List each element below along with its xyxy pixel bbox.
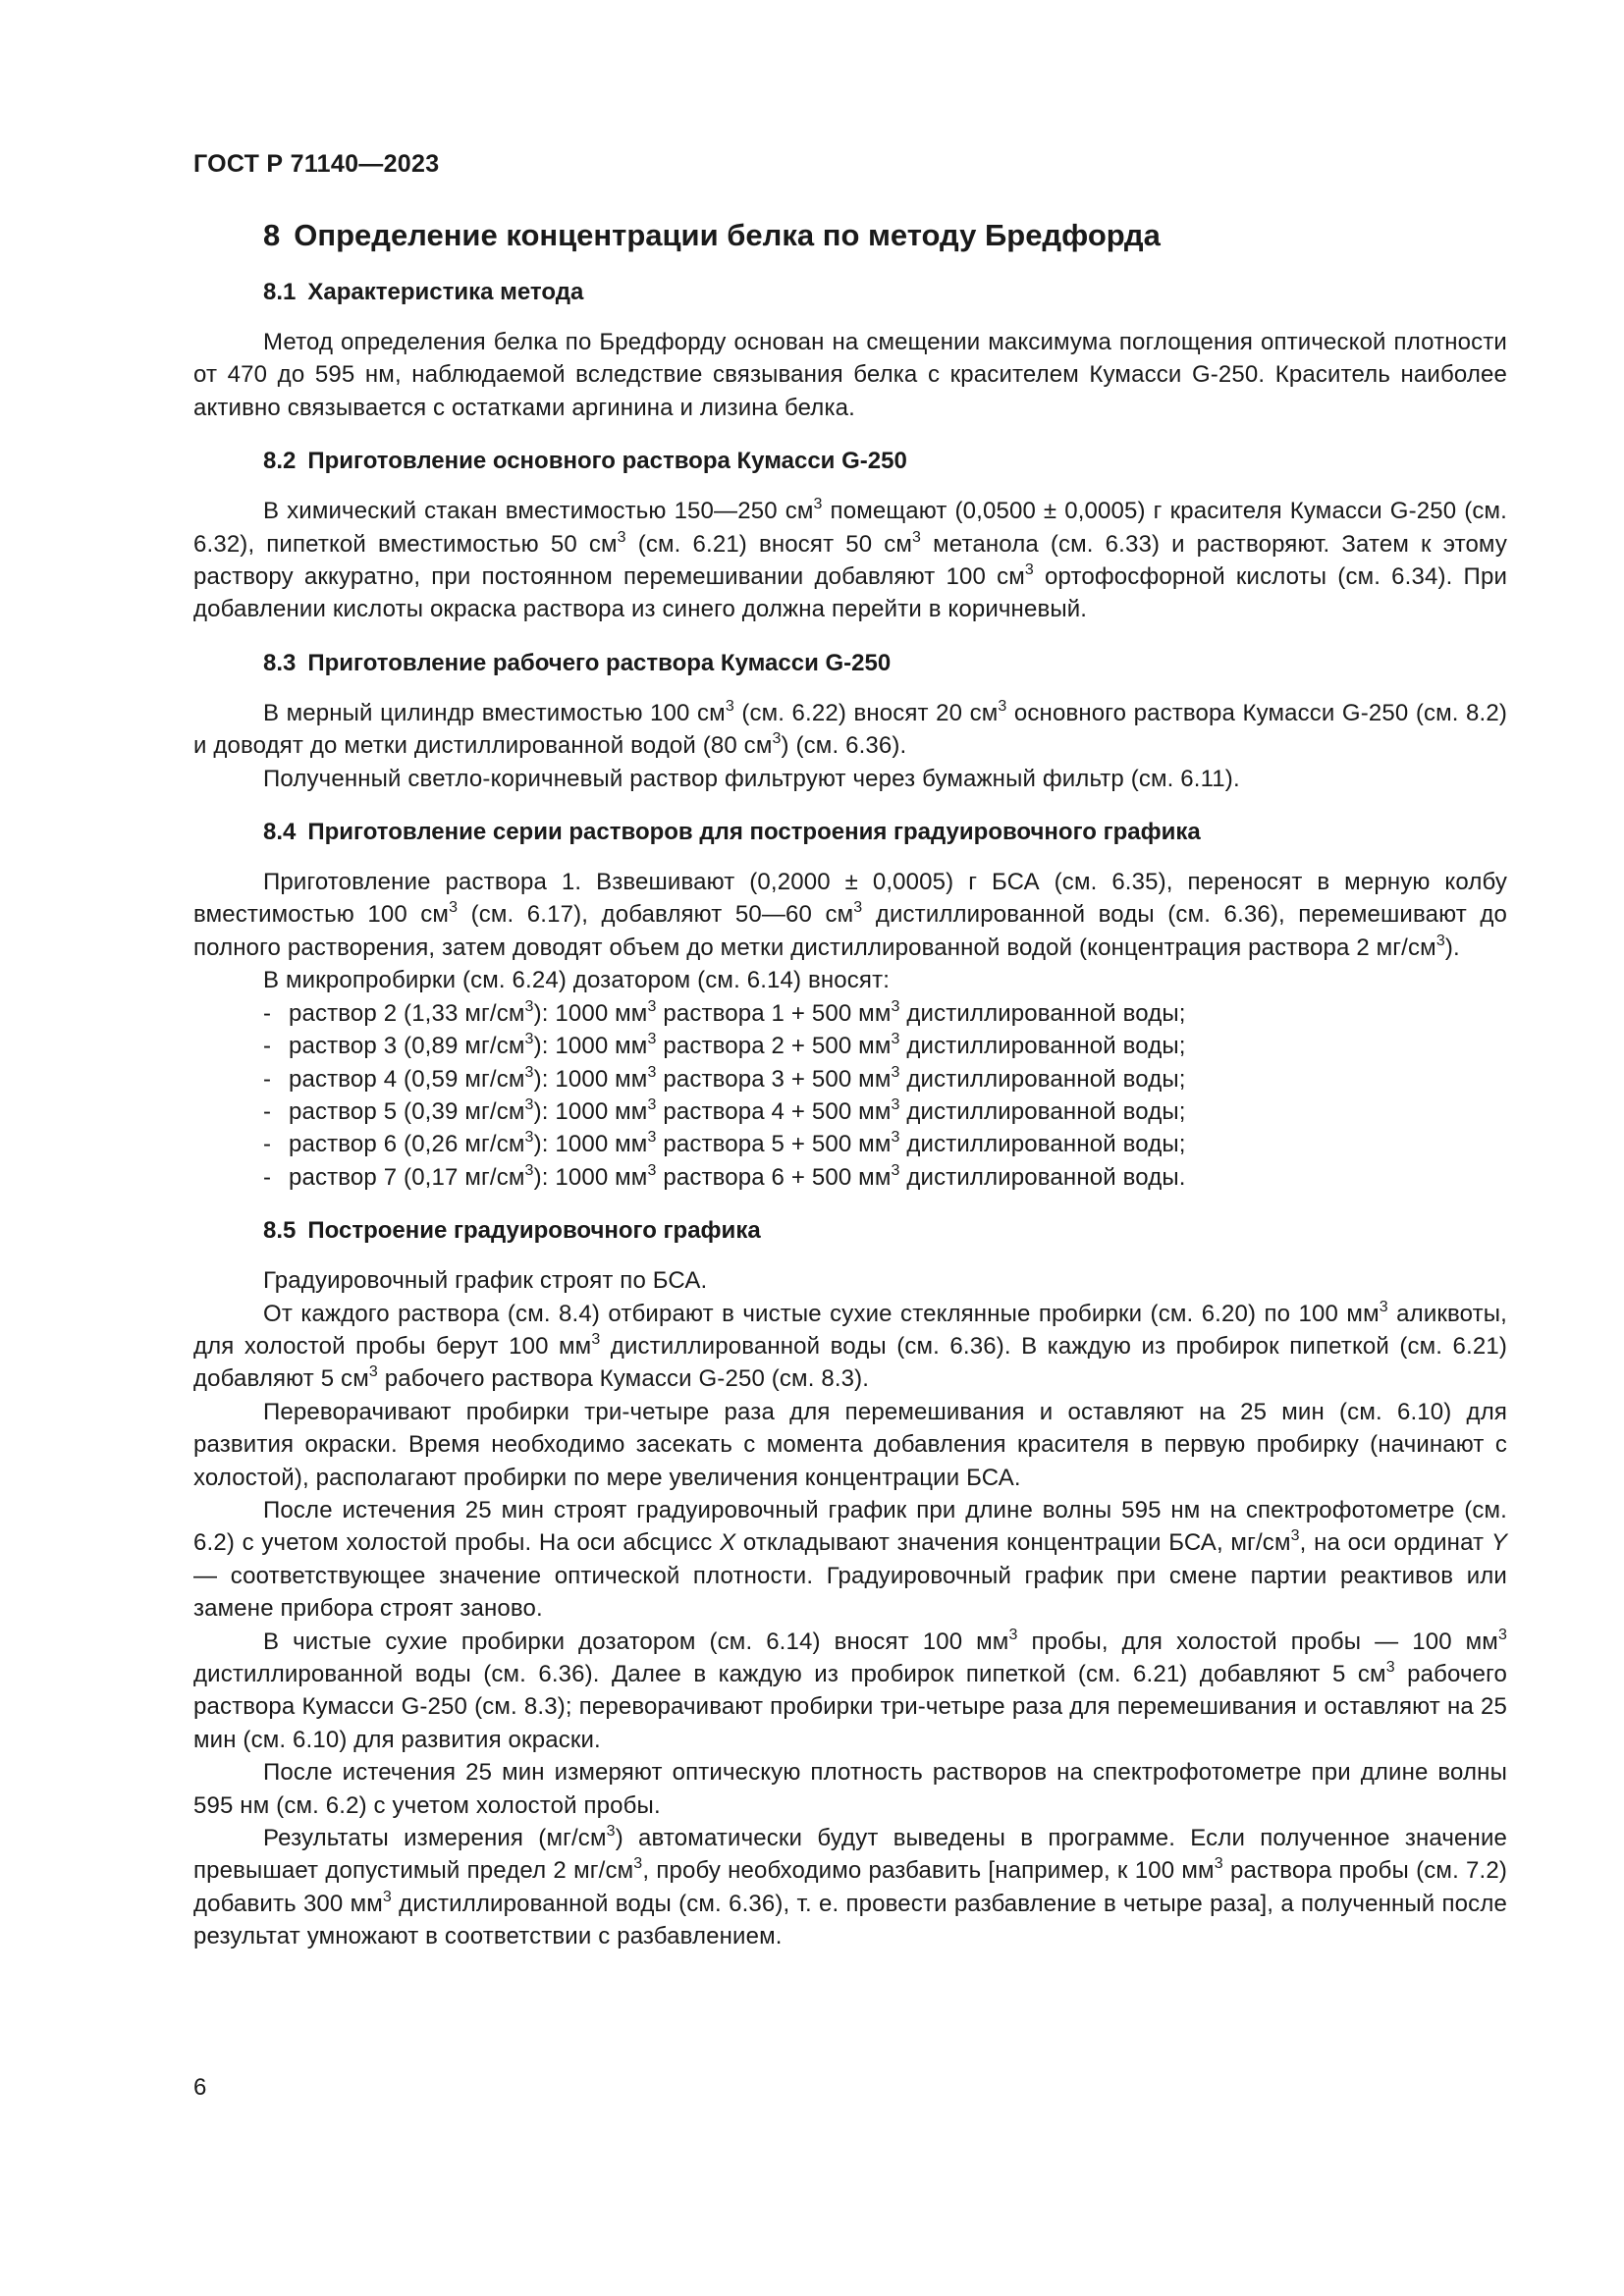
list-item: - раствор 7 (0,17 $мг/см^3$): 1000 $мм^3$ раствора 6 + 500 $мм^3$ дистиллированной воды. [263,1161,1507,1194]
section-8-1 [193,277,1507,424]
chapter-number: 8 [263,218,281,252]
list-item: - раствор 6 (0,26 $мг/см^3$): 1000 $мм^3$ раствора 5 + 500 $мм^3$ дистиллированной воды; [263,1128,1507,1160]
paragraph: От каждого раствора (см. 8.4) отбирают в чистые сухие стеклянные пробирки (см. 6.20) по 100 $мм^3$ аликвоты, для холостой пробы берут 100 $мм^3$ дистиллированной воды (см. 6.36). В каждую из пробирок пипеткой (см. 6.21) добавляют 5 $см^3$ рабочего раствора Кумасси G-250 (см. 8.3). [193,1298,1507,1393]
section-number: 8.2 [263,448,297,475]
paragraph: В чистые сухие пробирки дозатором (см. 6.14) вносят 100 $мм^3$ пробы, для холостой пробы — 100 $мм^3$ дистиллированной воды (см. 6.36). Далее в каждую из пробирок пипеткой (см. 6.21) добавляют 5 $см^3$ рабочего раствора Кумасси G-250 (см. 8.3); переворачивают пробирки три-четыре раза для перемешивания и оставляют на 25 мин (см. 6.10) для развития окраски. [193,1626,1507,1753]
paragraph: Результаты измерения $(мг/см^3)$ автоматически будут выведены в программе. Если полученное значение превышает допустимый предел 2 $мг/см^3$, пробу необходимо разбавить [например, к 100 $мм^3$ раствора пробы (см. 7.2) добавить 300 $мм^3$ дистиллированной воды (см. 6.36), т. е. провести разбавление в четыре раза], а полученный после результат умножают в соответствии с разбавлением. [193,1823,1508,1950]
paragraph: Приготовление раствора 1. Взвешивают (0,2000 ± 0,0005) г БСА (см. 6.35), переносят в мерную колбу вместимостью 100 $см^3$ (см. 6.17), добавляют 50—60 $см^3$ дистиллированной воды (см. 6.36), перемешивают до полного растворения, затем доводят объем до метки дистиллированной водой (концентрация раствора 2 $мг/см^3$). [193,869,1507,961]
dash-bullet-icon: - [263,1131,272,1158]
section-8-2 [193,446,1507,626]
document-page [193,147,1507,1975]
paragraph: Метод определения белка по Бредфорду основан на смещении максимума поглощения оптической плотности от 470 до 595 нм, наблюдаемой вследствие связывания белка с красителем Кумасси G-250. Краситель наиболее активно связывается с остатками аргинина и лизина белка. [193,329,1507,421]
page-number: 6 [193,2074,207,2101]
paragraph: В химический стакан вместимостью 150—250 $см^3$ помещают (0,0500 ± 0,0005) г красителя Кумасси G-250 (см. 6.32), пипеткой вместимостью 50 $см^3$ (см. 6.21) вносят 50 $см^3$ метанола (см. 6.33) и растворяют. Затем к этому раствору аккуратно, при постоянном перемешивании добавляют 100 $см^3$ ортофосфорной кислоты (см. 6.34). При добавлении кислоты окраска раствора из синего должна перейти в коричневый. [193,496,1508,623]
section-8-3 [193,648,1507,795]
paragraph: После истечения 25 мин измеряют оптическую плотность растворов на спектрофотометре при длине волны 595 нм (см. 6.2) с учетом холостой пробы. [193,1759,1507,1819]
list-item: - раствор 5 (0,39 $мг/см^3$): 1000 $мм^3$ раствора 4 + 500 $мм^3$ дистиллированной воды; [263,1095,1507,1128]
paragraph: Переворачивают пробирки три-четыре раза для перемешивания и оставляют на 25 мин (см. 6.10) для развития окраски. Время необходимо засекать с момента добавления красителя в первую пробирку (начинают с холостой), располагают пробирки по мере увеличения концентрации БСА. [193,1398,1507,1491]
section-number: 8.4 [263,819,297,846]
section-number: 8.5 [263,1217,297,1245]
paragraph: После истечения 25 мин строят градуировочный график при длине волны 595 нм на спектрофотометре (см. 6.2) с учетом холостой пробы. На оси абсцисс X откладывают значения концентрации БСА, $мг/см^3$, на оси ординат Y — соответствующее значение оптической плотности. Градуировочный график при смене партии реактивов или замене прибора строят заново. [193,1496,1508,1623]
chapter-title [193,216,1507,255]
section-title [193,648,1507,679]
section-title [193,446,1507,477]
chapter-title-text: Определение концентрации белка по методу Бредфорда [294,218,1161,252]
paragraph: В микропробирки (см. 6.24) дозатором (см. 6.14) вносят: [263,967,891,994]
dash-bullet-icon: - [263,1163,272,1191]
section-title [193,1215,1507,1247]
dash-bullet-icon: - [263,999,272,1027]
paragraph: Полученный светло-коричневый раствор фильтруют через бумажный фильтр (см. 6.11). [263,765,1240,792]
section-title-text: Приготовление основного раствора Кумасси G-250 [307,448,907,475]
section-title-text: Приготовление рабочего раствора Кумасси G-250 [307,649,892,676]
section-title [193,817,1507,848]
list-item: - раствор 3 (0,89 $мг/см^3$): 1000 $мм^3$ раствора 2 + 500 $мм^3$ дистиллированной воды; [263,1030,1507,1062]
section-8-4 [193,817,1507,1194]
section-number: 8.3 [263,649,297,676]
section-title [193,277,1507,308]
list-item: - раствор 4 (0,59 $мг/см^3$): 1000 $мм^3$ раствора 3 + 500 $мм^3$ дистиллированной воды; [263,1063,1507,1095]
dash-bullet-icon: - [263,1097,272,1125]
section-8-5 [193,1215,1507,1953]
dash-bullet-icon: - [263,1033,272,1060]
section-number: 8.1 [263,279,297,305]
dash-bullet-icon: - [263,1065,272,1093]
solution-dilution-list [193,997,1507,1194]
document-code-header: ГОСТ Р 71140—2023 [193,150,440,178]
paragraph: Градуировочный график строят по БСА. [263,1267,708,1295]
section-title-text: Приготовление серии растворов для построения градуировочного графика [307,819,1201,846]
paragraph: В мерный цилиндр вместимостью 100 $см^3$ (см. 6.22) вносят 20 $см^3$ основного раствора Кумасси G-250 (см. 8.2) и доводят до метки дистиллированной водой (80 $см^3$) (см. 6.36). [193,697,1507,760]
list-item: - раствор 2 (1,33 $мг/см^3$): 1000 $мм^3$ раствора 1 + 500 $мм^3$ дистиллированной воды; [263,997,1507,1030]
section-title-text: Построение градуировочного графика [307,1217,761,1245]
section-title-text: Характеристика метода [307,279,584,305]
